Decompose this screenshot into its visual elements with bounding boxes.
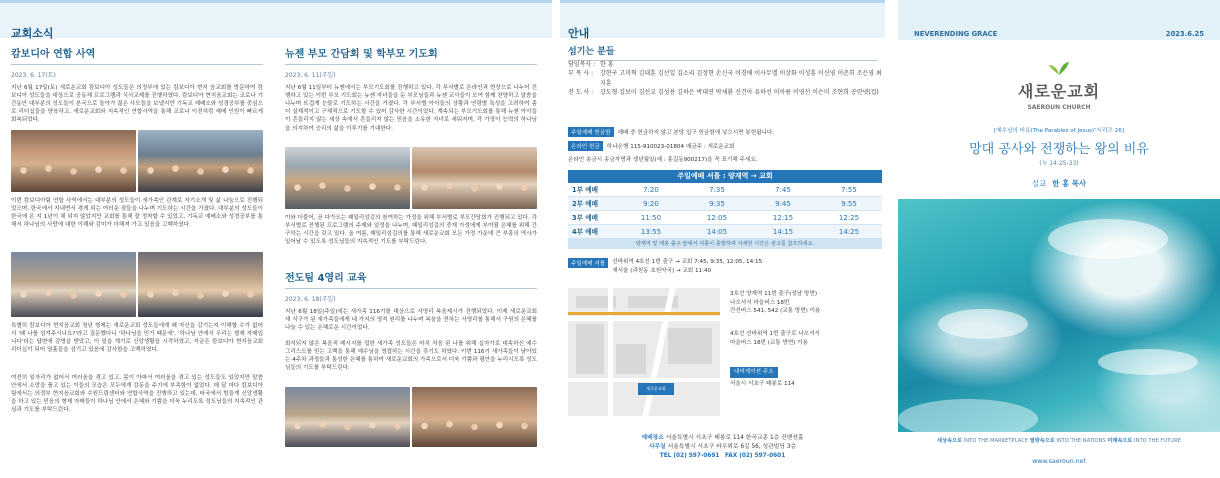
- article-title-parents: 뉴젠 부모 간담회 및 학부모 기도회: [285, 42, 537, 65]
- photo-group-portrait: [138, 252, 263, 317]
- directions-subway-3: 3호선 양재역 11번 출구(성남 방면) 나오셔서 마을버스 18번 간선버스 541, 542 (교통 방면) 이용: [730, 291, 821, 315]
- subway-line: [568, 312, 720, 315]
- church-slogan: 세상속으로 INTO THE MARKETPLACE 열방속으로 INTO THE NATIONS 미래속으로 INTO THE FUTURE: [937, 438, 1181, 444]
- article-text: 여전히 일자리가 없어서 여러움을 겪고 있고, 몸이 아파서 여러움을 겪고 있는 성도들도 있었지만 말씀 안에서 소망을 품고 있는 이들의 모습은 모두에게 감동을 주기에 부족함이 없었다. 매 달 마다 캄보디아팀에서는 의정부 현지음교회와 수원드림센터와 연합사역을 진행하고 있는데, 타국에서 힘들게 신앙생활을 하고 있는 믿음의 형제 자매들이 하나님 안에서 은혜와 기쁨을 더욱 누리도록 성도님들의 지속적인 관심과 기도를 부탁드린다.: [11, 375, 263, 414]
- article-text: 지난 6월 11일부터 뉴젠에서는 부모기도회를 진행하고 있다. 각 부서별로 온라인과 현장으로 나누어 진행하고 있는 이번 부모 기도회는 뉴젠 자녀들을 둔 부모님들과 뉴젠 교사들이 모여 함께 찬양하고 말씀을 나누며 뜨겁게 눈물로 기도하는 시간을 가졌다. 각 부서별 아이들의 상황과 연령별 특성을 고려하여 좀 더 실제적이고 구체적으로 기도할 수 있어 감사한 시간이었다. 계속되는 부모기도회를 통해 뉴젠 아이들이 흔들리지 않는 세상 속에서 흔들리지 않는 믿음을 소유한 자녀로 세워지며, 각 가정이 능력의 하나님을 의지하여 승리의 삶을 이루기를 기대한다.: [285, 85, 537, 132]
- scripture-reference: (눅 14:25-33): [1039, 160, 1079, 167]
- info-page: [560, 0, 885, 478]
- staff-list: [568, 60, 882, 97]
- news-column-left: [11, 40, 263, 438]
- article-text: 지난 6월 18일(주일)에는 새가족 116기를 대상으로 사영리 복음제시가 진행되었다. 이제 새로운교회 새 식구가 된 새가족들에게 네 가지의 영적 원리를 나누며 복음을 전하는 사영리를 통해서 구원의 은혜를 나눌 수 있는 은혜로운 시간이었다.: [285, 309, 537, 332]
- cover-page: [898, 0, 1220, 478]
- brand-tagline: NEVERENDING GRACE: [914, 30, 998, 38]
- directions-subway-4: 4호선 선바위역 1번 출구로 나오셔서 마을버스 18번 (교통 방면) 이용: [730, 331, 820, 346]
- preacher: [898, 178, 1220, 189]
- nav-tag: 내비게이션 주소: [730, 367, 778, 378]
- article-text: 이번 캄보디아팀 연합 사역에서는 대부분의 성도들이 새가족인 관계로 자기소개 및 삶 나눔으로 진행되었으며, 한국에서 지내면서 겪게 되는 여러운 점들을 나누며 기도하는 시간을 가졌다. 대부분의 성도들이 한국에 온 지 1년이 채 되지 않았지만 교회를 통해 잘 정착할 수 있었고, 기독교 예배소와 성경공부를 통해서 하나님의 사랑에 대한 이해와 감미가 더해져 가고 있음을 고백하였다.: [11, 198, 263, 229]
- photo-presenter: [11, 252, 136, 317]
- church-name-kr: 새로운교회: [1017, 82, 1101, 101]
- website-link[interactable]: www.saeroun.net: [1032, 458, 1086, 465]
- navigation-address: 내비게이션 주소 서울시 서초구 태봉로 114: [730, 369, 795, 387]
- worship-shuttle-table: [568, 170, 882, 249]
- news-header-band: [0, 0, 552, 38]
- article-date-cambodia: 2023. 6. 17(토): [11, 72, 56, 79]
- sermon-title: 망대 공사와 전쟁하는 왕의 비유: [969, 142, 1149, 157]
- photo-row: [285, 387, 537, 447]
- staff-heading: 섬기는 분들: [568, 44, 878, 61]
- table-row: 2부 예배 9:20 9:35 9:45 9:55: [568, 197, 882, 211]
- photo-row: [285, 147, 537, 209]
- article-text: 지난 6월 17일(토) 새로운교회 캄보디아 성도들은 의정부에 있는 캄보디아 현지 음교회를 방문하여 캄보디아 성도들을 대상으로 공동체 프로그램과 식사교제를 진행하였다. 캄보디아 현지음교회는 코로나 기간동안 대부분의 성도들이 본국으로 돌아가 젊은 사모들을 보냈지만 기독교 예배소와 성경공부를 중심으로 리더십들을 양육하고, 새로운교회와 지속적인 연합사역을 통해 코로나 이전처럼 예배 인원이 빠르게 회복되었다.: [11, 85, 263, 124]
- article-text: 특별히 캄보디아 현지음교회 청년 형제는 새로운교회 성도들에게 왜 자신을 감기는지 이해할 수가 없어서 '왜 나를 섬겨주시나요?'라고 질문했다니 '하나님을 믿기 때문에', '하나님 안에서 우리는 형제 자매입니다'라는 답변에 감명을 받았고, 이 일을 계기로 신앙생활을 시작하였고, 지금은 캄보디아 현지음교회 리더십이 되어 열흘들을 섬기고 있음에 감사함을 고백하였다.: [11, 323, 263, 354]
- article-date-evangelism: 2023. 6. 18(주일): [285, 296, 336, 303]
- shuttle-line: 선바위역 4호선 1번 출구 → 교회 7:45, 9:35, 12:05, 14:15: [612, 259, 763, 265]
- article-text: 회석되지 않은 복음적 메시지를 접한 새가족 성도들은 마치 처음 된 나를 위해 십자가로 대속하신 예수 그리스도를 믿는 고백을 통해 예수님을 영접하는 시간을 갖기도 하였다. 이번 116기 새가족들이 남아있는 4주차 과정들과 통성한 은혜를 통하여 새로운교회의 가족으로서 더욱 기쁨과 평안을 누리시도록 성도님들의 기도를 부탁드린다.: [285, 341, 537, 372]
- bulletin-date: 2023.6.25: [1165, 30, 1204, 38]
- table-row: 4부 예배 13:55 14:05 14:15 14:25: [568, 225, 882, 239]
- photo-group-discussion: [138, 130, 263, 192]
- photo-evangelism-class: [285, 387, 410, 447]
- photo-parents-meeting: [285, 147, 410, 209]
- article-title-evangelism: 전도팀 4영리 교육: [285, 266, 537, 289]
- photo-row: [11, 130, 263, 192]
- staff-row: 담임목사 : 한 홍: [568, 61, 614, 68]
- church-logo: [898, 60, 1220, 111]
- preacher-label: 설교: [1032, 179, 1047, 188]
- info-header-band: [560, 0, 885, 38]
- shuttle-info: 주일예배 셔틀 선바위역 4호선 1번 출구 → 교회 7:45, 9:35, 12:05, 14:15 새서울 (과천동 초원약국) → 교회 11:40: [568, 258, 882, 276]
- notice-transfer: 온라인 송금시 송금자명과 생년월일(예 : 홍길동900217)을 꼭 표기해 주세요.: [568, 157, 758, 163]
- location-map: [568, 288, 720, 416]
- table-row: 3부 예배 11:50 12:05 12:15 12:25: [568, 211, 882, 225]
- notice-online-offering: 온라인 헌금 하나은행 115-910023-01804 예금주 : 새로운교회: [568, 141, 882, 151]
- news-column-right: [285, 40, 537, 452]
- photo-evangelism-group: [412, 387, 537, 447]
- notice-offering-box: 주일예배 헌금함 예배 중 헌금하지 않고 본당 입구 헌금함에 넣으시면 봉헌됩니다.: [568, 127, 882, 137]
- leaf-icon: [898, 60, 1220, 79]
- table-row: 1부 예배 7:20 7:35 7:45 7:55: [568, 183, 882, 197]
- info-section-title: 안내: [568, 27, 590, 40]
- table-header: 주일예배 셔틀 : 양재역 → 교회: [568, 170, 882, 183]
- sermon-series: [예수님의 비유(The Parables of Jesus)"시리즈 26]: [994, 128, 1124, 134]
- preacher-name: 한 홍 목사: [1052, 179, 1086, 188]
- news-page: [0, 0, 552, 478]
- article-date-parents: 2023. 6. 11(주일): [285, 72, 336, 79]
- church-map-pin: 새로운교회: [638, 383, 674, 395]
- staff-row: 부 목 사 : 강현구 고미혁 김대훈 김선일 김소리 김정현 손신국 이경애 이사무엘 이상화 이성훈 이신영 이준희 조은영 최지훈: [568, 70, 882, 87]
- church-name-en: SAEROUN CHURCH: [1027, 104, 1091, 111]
- article-text: 이와 더불어, 곧 다가오는 패밀리섬김의 참여하는 가정을 위해 부서별로 부모간담회가 진행되고 있다. 각 부서별로 진행된 프로그램의 주제와 일정을 나누며, 패밀리섬김의 중재 가정에게 부여될 은혜를 위해 간구하는 시간을 갖고 있다. 올 여름, 패밀리섬김의를 통해 새로운교회 모든 가정 가운데 큰 부흥의 역사가 일어날 수 있도록 성도님들의 지속적인 기도를 부탁드린다.: [285, 215, 537, 246]
- news-section-title: 교회소식: [11, 27, 54, 40]
- photo-group-meal: [11, 130, 136, 192]
- staff-row: 전 도 사 : 강도형 김보미 김선교 김성용 김하은 박대연 박세환 신건아 유하선 이아름 이영선 이은미 조현희 공련넷(컵): [568, 88, 879, 96]
- photo-row: [11, 252, 263, 317]
- shuttle-line: 새서울 (과천동 초원약국) → 교회 11:40: [612, 267, 712, 274]
- photo-parents-prayer: [412, 147, 537, 209]
- article-title-cambodia: 캄보디아 연합 사역: [11, 42, 263, 65]
- ocean-wave-image: [898, 199, 1220, 432]
- contact-footer: 예배장소 서울특별시 서초구 태봉로 114 한국교총 1층 컨벤션홀 사무실 서울특별시 서초구 바우뫼로 6길 56, 성관빌딩 3층 TEL (02) 597-0691 FAX (02) 597-0601: [641, 435, 804, 459]
- table-note: 양재역 및 매봉 출구 앞에서 셔틀이 출발하며 자세한 시간은 광고를 참조하세요.: [568, 239, 882, 249]
